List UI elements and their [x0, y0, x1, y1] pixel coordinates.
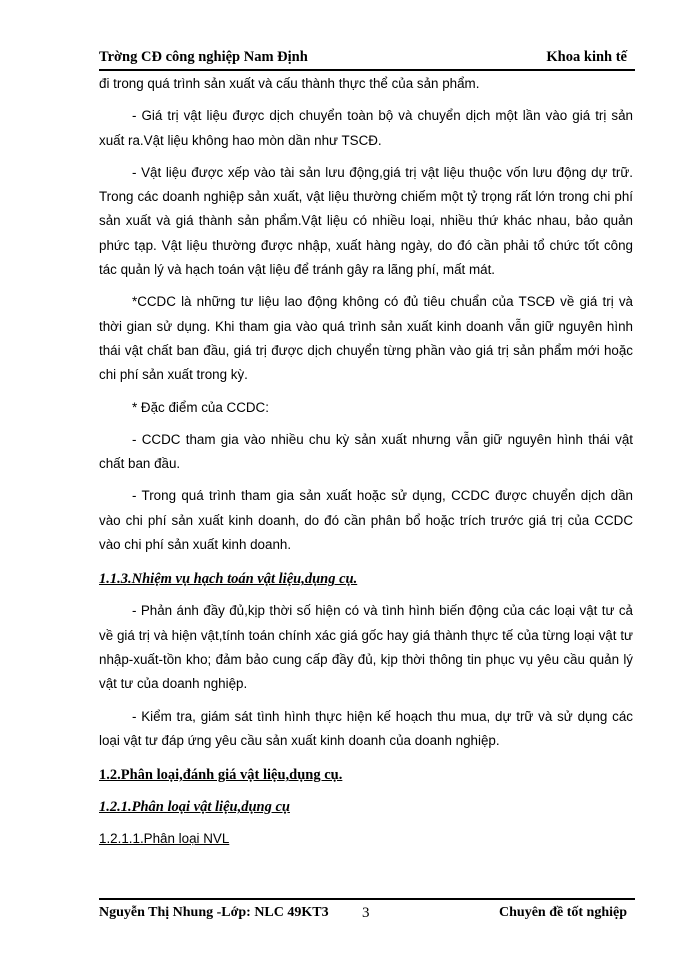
paragraph-8: - Phản ánh đầy đủ,kịp thời số hiện có và tình hình biến động của các loại vật tư cả về giá trị và hiện vật,tính toán chính xác giá gốc hay giá thành thực tế của từng loại vật tư nhập-xuất-tồn kho; đảm bảo cung cấp đầy đủ, kịp thời thông tin phục vụ yêu cầu quản lý vật tư của doanh nghiệp.	[99, 603, 633, 692]
page-footer	[99, 898, 635, 924]
paragraph-3: - Vật liệu được xếp vào tài sản lưu động,giá trị vật liệu thuộc vốn lưu động dự trữ. Trong các doanh nghiệp sản xuất, vật liệu thường chiếm một tỷ trọng rất lớn trong chi phí sản xuất và giá thành sản phẩm.Vật liệu có nhiều loại, nhiều thứ khác nhau, bảo quản phức tạp. Vật liệu thường được nhập, xuất hàng ngày, do đó cần phải tổ chức tốt công tác quản lý và hạch toán vật liệu để tránh gây ra lãng phí, mất mát.	[99, 164, 633, 278]
heading-1-2-1-1: 1.2.1.1.Phân loại NVL	[99, 831, 230, 847]
footer-author: Nguyễn Thị Nhung -Lớp: NLC 49KT3	[99, 905, 329, 920]
paragraph-1: đi trong quá trình sản xuất và cấu thành thực thể của sản phẩm.	[99, 76, 480, 91]
document-body	[99, 72, 633, 851]
footer-title: Chuyên đề tốt nghiệp	[499, 905, 627, 920]
header-faculty: Khoa kinh tế	[546, 49, 627, 65]
heading-1-1-3: 1.1.3.Nhiệm vụ hạch toán vật liệu,dụng cụ.	[99, 571, 358, 588]
paragraph-7: - Trong quá trình tham gia sản xuất hoặc sử dụng, CCDC được chuyển dịch dần vào chi phí sản xuất kinh doanh, do đó cần phân bổ hoặc trích trước giá trị của CCDC vào chi phí sản xuất kinh doanh.	[99, 488, 633, 553]
paragraph-9: - Kiểm tra, giám sát tình hình thực hiện kế hoạch thu mua, dự trữ và sử dụng các loại vật tư đáp ứng yêu cầu sản xuất kinh doanh của doanh nghiệp.	[99, 708, 633, 748]
header-school: Trờng CĐ công nghiệp Nam Định	[99, 49, 308, 65]
heading-1-2-1: 1.2.1.Phân loại vật liệu,dụng cụ	[99, 799, 290, 816]
paragraph-2: - Giá trị vật liệu được dịch chuyển toàn bộ và chuyển dịch một lần vào giá trị sản xuất ra.Vật liệu không hao mòn dần như TSCĐ.	[99, 108, 633, 148]
paragraph-5: * Đặc điểm của CCDC:	[132, 399, 269, 415]
paragraph-4: *CCDC là những tư liệu lao động không có đủ tiêu chuẩn của TSCĐ về giá trị và thời gian sử dụng. Khi tham gia vào quá trình sản xuất kinh doanh vẫn giữ nguyên hình thái vật chất ban đầu, giá trị được dịch chuyển từng phần vào giá trị sản phẩm mới hoặc chi phí sản xuất trong kỳ.	[99, 294, 633, 383]
page-number: 3	[362, 905, 370, 921]
heading-1-2: 1.2.Phân loại,đánh giá vật liệu,dụng cụ.	[99, 767, 343, 784]
paragraph-6: - CCDC tham gia vào nhiều chu kỳ sản xuất nhưng vẫn giữ nguyên hình thái vật chất ban đầu.	[99, 431, 633, 472]
page-header	[99, 47, 635, 71]
